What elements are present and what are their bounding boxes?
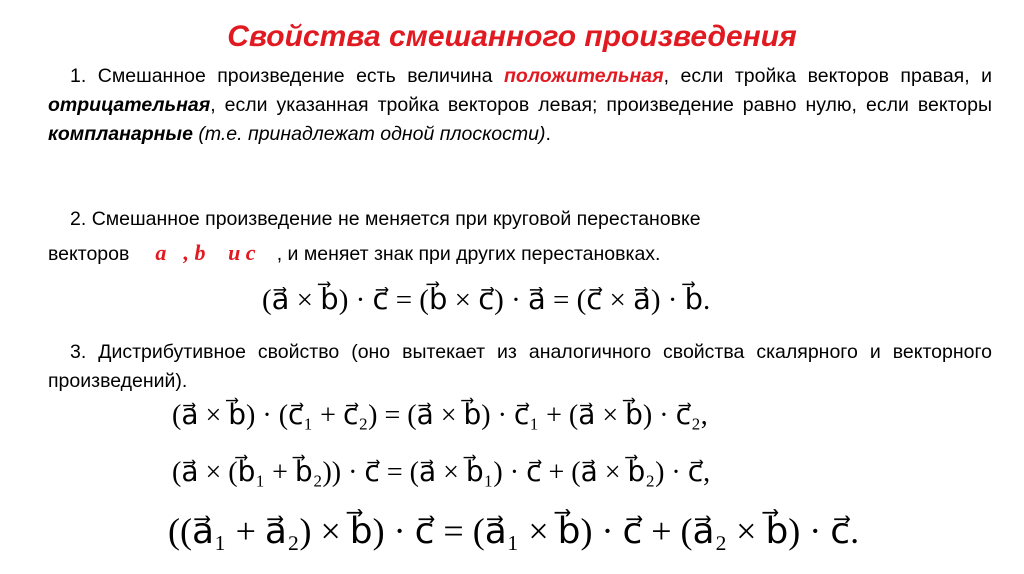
formula-distributive-c: (a⃗ × b⃗) · (c⃗₁ + c⃗₂) = (a⃗ × b⃗) · c⃗₁ + (a⃗ × b⃗) · c⃗₂,	[172, 400, 708, 431]
property-2-text-a: Смешанное произведение не меняется при круговой перестановке	[91, 208, 701, 230]
property-1-text-a: Смешанное произведение есть величина	[97, 65, 493, 87]
property-3-number: 3.	[70, 341, 87, 363]
term-positive: положительная	[504, 65, 664, 87]
term-coplanar: компланарные	[48, 123, 193, 145]
term-negative: отрицательная	[48, 94, 211, 116]
property-3	[48, 338, 992, 396]
property-2	[48, 205, 992, 269]
property-1-text-c: , если указанная тройка векторов левая; произведение равно нулю, если векторы	[210, 94, 992, 116]
property-3-text: Дистрибутивное свойство (оно вытекает из аналогичного свойства скалярного и векторного произведений).	[48, 341, 992, 392]
formula-distributive-a: ((a⃗₁ + a⃗₂) × b⃗) · c⃗ = (a⃗₁ × b⃗) · c⃗ + (a⃗₂ × b⃗) · c⃗.	[168, 511, 860, 551]
formula-cyclic-permutation: (a⃗ × b⃗) · c⃗ = (b⃗ × c⃗) · a⃗ = (c⃗ × a⃗) · b⃗.	[262, 284, 711, 316]
coplanar-explanation: (т.е. принадлежат одной плоскости)	[198, 123, 546, 145]
formula-distributive-b: (a⃗ × (b⃗₁ + b⃗₂)) · c⃗ = (a⃗ × b⃗₁) · c⃗ + (a⃗ × b⃗₂) · c⃗,	[172, 457, 711, 488]
property-1-end: .	[545, 123, 551, 145]
slide-title: Свойства смешанного произведения	[227, 20, 797, 53]
vectors-abc: a⃗, b⃗ и c⃗	[155, 240, 273, 265]
property-2-text-b: векторов	[48, 243, 130, 265]
property-2-text-c: , и меняет знак при других перестановках.	[276, 243, 661, 265]
property-1-number: 1.	[70, 65, 87, 87]
property-1-text-b: , если тройка векторов правая, и	[663, 65, 992, 87]
property-1	[48, 62, 992, 149]
property-2-number: 2.	[70, 208, 87, 230]
